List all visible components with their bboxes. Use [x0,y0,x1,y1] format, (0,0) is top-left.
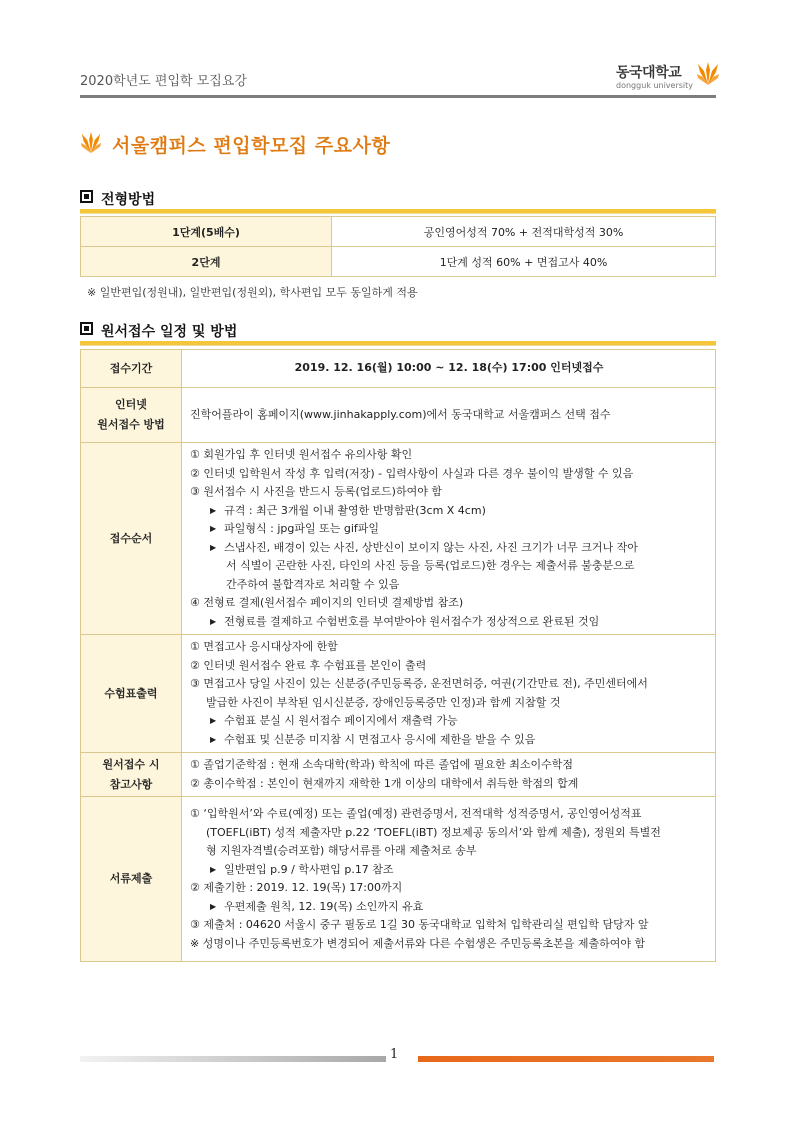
stage-value: 공인영어성적 70% + 전적대학성적 30% [332,217,716,247]
section-heading-selection: 전형방법 [80,189,155,209]
header-divider [80,95,716,98]
table-row [81,247,716,277]
page-title: 서울캠퍼스 편입학모집 주요사항 [112,135,391,157]
ticket-value: ① 면접고사 응시대상자에 한함 ② 인터넷 원서접수 완료 후 수험표를 본인이 출력 ③ 면접고사 당일 사진이 있는 신분증(주민등록증, 운전면허증, 여권(기간만료 전), 주민센터에서 발급한 사진이 부착된 임시신분증, 장애인등록증만 인정)과 함께 지참할 것 ▶ 수험표 분실 시 원서접수 페이지에서 재출력 가능 ▶ 수험표 및 신분증 미지참 시 면접고사 응시에 제한을 받을 수 있음 [182,635,716,753]
doc-header-title: 2020학년도 편입학 모집요강 [80,74,247,89]
triangle-bullet-icon: ▶ [210,734,217,744]
table-row [81,388,716,443]
page-number: 1 [390,1047,399,1062]
order-label: 접수순서 [81,443,182,635]
selection-note: ※ 일반편입(정원내), 일반편입(정원외), 학사편입 모두 동일하게 적용 [87,286,418,299]
method-label: 인터넷 원서접수 방법 [81,388,182,443]
table-row [81,350,716,388]
triangle-bullet-icon: ▶ [210,716,217,725]
footer-bar-left [80,1056,386,1062]
footer-bar-right [418,1056,714,1062]
reference-value: ① 졸업기준학점 : 현재 소속대학(학과) 학칙에 따른 졸업에 필요한 최소이수학점 ② 총이수학점 : 본인이 현재까지 재학한 1개 이상의 대학에서 취득한 학점의 합계 [182,753,716,797]
flower-logo-icon [697,60,719,86]
stage-value: 1단계 성적 60% + 면접고사 40% [332,247,716,277]
section-rule [80,209,716,214]
stage-label: 2단계 [81,247,332,277]
method-value: 진학어플라이 홈페이지(www.jinhakapply.com)에서 동국대학교 서울캠퍼스 선택 접수 [182,388,716,443]
section-rule [80,341,716,346]
documents-value: ① ‘입학원서’와 수료(예정) 또는 졸업(예정) 관련증명서, 전적대학 성적증명서, 공인영어성적표 (TOEFL(iBT) 성적 제출자만 p.22 ‘TOEFL(iBT) 정보제공 동의서’와 함께 제출), 정원외 특별전 형 지원자격별(승려포함) 해당서류를 아래 제출처로 송부 ▶ 일반편입 p.9 / 학사편입 p.17 참조 ② 제출기한 : 2019. 12. 19(목) 17:00까지 ▶ 우편제출 원칙, 12. 19(목) 소인까지 유효 ③ 제출처 : 04620 서울시 중구 필동로 1길 30 동국대학교 입학처 입학관리실 편입학 담당자 앞 ※ 성명이나 주민등록번호가 변경되어 제출서류와 다른 수험생은 주민등록초본을 제출하여야 함 [182,797,716,962]
triangle-bullet-icon: ▶ [210,864,217,874]
triangle-bullet-icon: ▶ [210,901,217,911]
flower-title-icon [78,130,104,154]
ticket-label: 수험표출력 [81,635,182,753]
triangle-bullet-icon: ▶ [210,542,217,552]
logo-english: dongguk university [616,81,694,90]
order-value: ① 회원가입 후 인터넷 원서접수 유의사항 확인 ② 인터넷 입학원서 작성 후 입력(저장) - 입력사항이 사실과 다른 경우 불이익 발생할 수 있음 ③ 원서접수 시 사진을 반드시 등록(업로드)하여야 함 ▶ 규격 : 최근 3개월 이내 촬영한 반명함판(3cm X 4cm) ▶ 파일형식 : jpg파일 또는 gif파일 ▶ 스냅사진, 배경이 있는 사진, 상반신이 보이지 않는 사진, 사진 크기가 너무 크거나 작아 서 식별이 곤란한 사진, 타인의 사진 등을 등록(업로드)한 경우는 제출서류 불충분으로 간주하여 불합격자로 처리할 수 있음 ④ 전형료 결제(원서접수 페이지의 인터넷 결제방법 참조) ▶ 전형료를 결제하고 수험번호를 부여받아야 원서접수가 정상적으로 완료된 것임 [182,443,716,635]
triangle-bullet-icon: ▶ [210,524,217,533]
table-row [81,753,716,797]
square-bullet-icon [80,190,93,203]
triangle-bullet-icon: ▶ [210,505,217,515]
section-heading-application: 원서접수 일정 및 방법 [80,321,237,341]
table-row [81,443,716,635]
reference-label: 원서접수 시 참고사항 [81,753,182,797]
selection-table [80,216,716,277]
table-row [81,217,716,247]
period-label: 접수기간 [81,350,182,388]
table-row [81,797,716,962]
square-bullet-icon [80,322,93,335]
triangle-bullet-icon: ▶ [210,616,217,626]
period-value: 2019. 12. 16(월) 10:00 ~ 12. 18(수) 17:00 인터넷접수 [182,350,716,388]
stage-label: 1단계(5배수) [81,217,332,247]
university-logo [616,62,693,90]
logo-korean: 동국대학교 [616,65,682,81]
application-table [80,349,716,962]
documents-label: 서류제출 [81,797,182,962]
table-row [81,635,716,753]
